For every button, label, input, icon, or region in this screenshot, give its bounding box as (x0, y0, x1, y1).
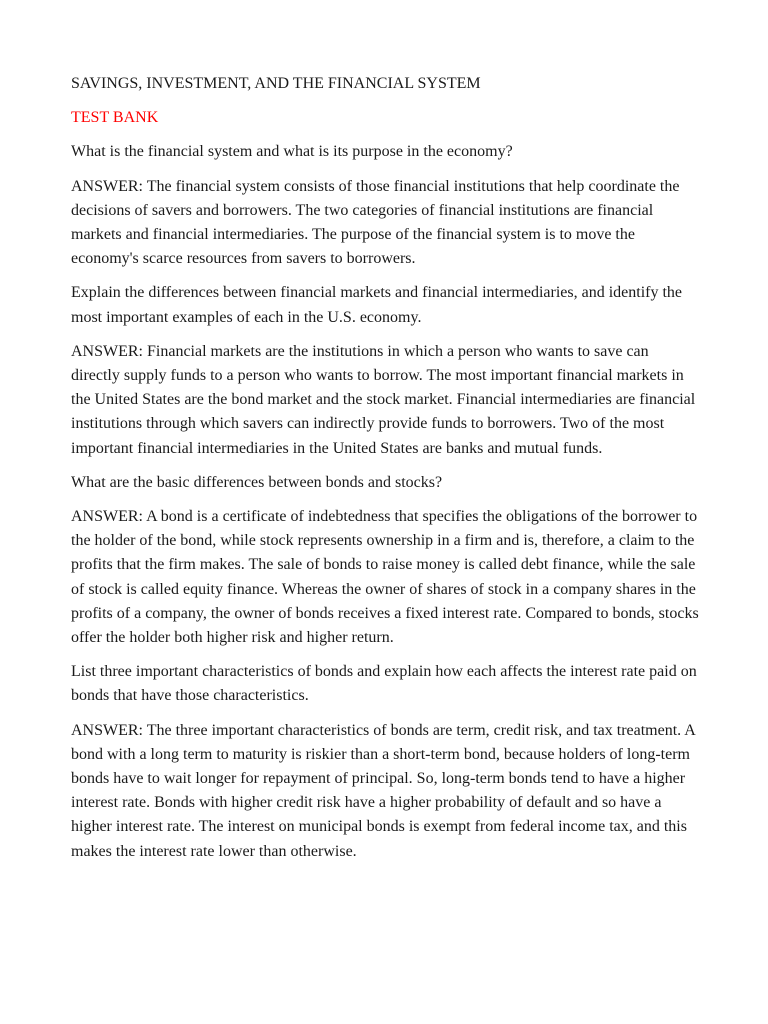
answer-2: ANSWER: Financial markets are the institutions in which a person who wants to save can directly supply funds to a person who wants to borrow. The most important financial markets in the United States are the bond market and the stock market. Financial intermediaries are financial institutions through which savers can indirectly provide funds to borrowers. Two of the most important financial intermediaries in the United States are banks and mutual funds. (71, 342, 696, 457)
document-title: SAVINGS, INVESTMENT, AND THE FINANCIAL SYSTEM (71, 75, 481, 92)
document-subtitle: TEST BANK (71, 109, 159, 127)
question-3: What are the basic differences between bonds and stocks? (71, 473, 443, 491)
answer-4: ANSWER: The three important characteristics of bonds are term, credit risk, and tax treatment. A bond with a long term to maturity is riskier than a short-term bond, because holders of long-term bonds have to wait longer for repayment of principal. So, long-term bonds tend to have a higher interest rate. Bonds with higher credit risk have a higher probability of default and so have a higher interest rate. The interest on municipal bonds is exempt from federal income tax, and this makes the interest rate lower than otherwise. (71, 721, 695, 860)
question-4: List three important characteristics of bonds and explain how each affects the interest rate paid on bonds that have those characteristics. (71, 663, 697, 705)
question-1: What is the financial system and what is its purpose in the economy? (71, 143, 513, 161)
question-2: Explain the differences between financial markets and financial intermediaries, and identify the most important examples of each in the U.S. economy. (71, 284, 683, 326)
answer-3: ANSWER: A bond is a certificate of indebtedness that specifies the obligations of the borrower to the holder of the bond, while stock represents ownership in a firm and is, therefore, a claim to the profits that the firm makes. The sale of bonds to raise money is called debt finance, while the sale of stock is called equity finance. Whereas the owner of shares of stock in a company shares in the profits of a company, the owner of bonds receives a fixed interest rate. Compared to bonds, stocks offer the holder both higher risk and higher return. (71, 508, 699, 647)
document-body (71, 72, 701, 874)
answer-1: ANSWER: The financial system consists of those financial institutions that help coordinate the decisions of savers and borrowers. The two categories of financial institutions are financial markets and financial intermediaries. The purpose of the financial system is to move the economy's scarce resources from savers to borrowers. (71, 177, 680, 268)
